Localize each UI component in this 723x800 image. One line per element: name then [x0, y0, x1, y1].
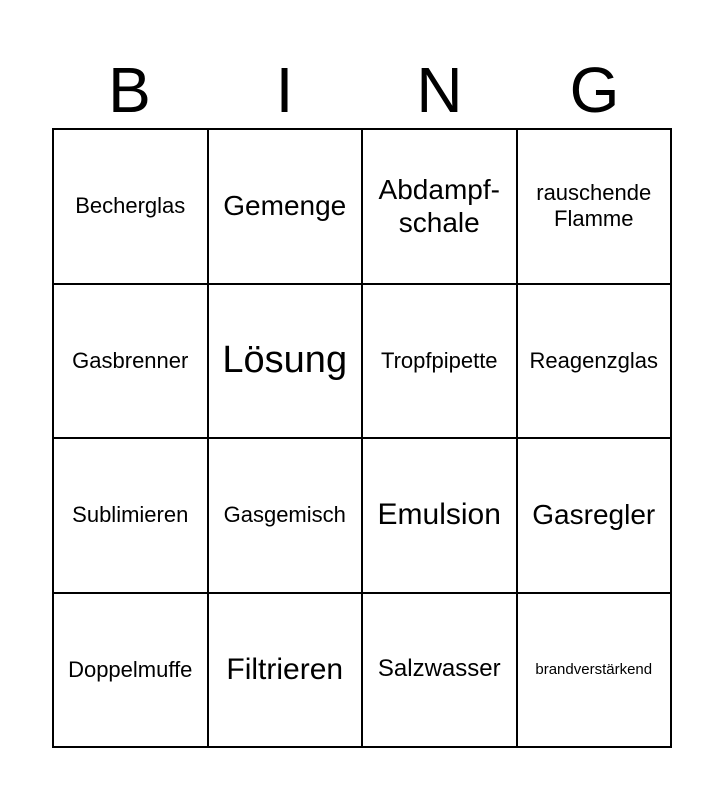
cell-label: Gasbrenner — [72, 347, 189, 373]
bingo-cell[interactable] — [517, 593, 672, 748]
cell-label: Gemenge — [223, 190, 347, 222]
bingo-cell[interactable] — [517, 284, 672, 439]
bingo-cell[interactable] — [53, 129, 208, 284]
bingo-cell[interactable] — [208, 284, 363, 439]
cell-label: Becherglas — [75, 193, 186, 219]
cell-label: Filtrieren — [226, 652, 344, 686]
bingo-cell[interactable] — [53, 438, 208, 593]
bingo-cell[interactable] — [208, 438, 363, 593]
cell-label: brandverstärkend — [535, 660, 653, 678]
bingo-cell[interactable] — [208, 129, 363, 284]
bingo-cell[interactable] — [362, 438, 517, 593]
bingo-cell[interactable] — [362, 129, 517, 284]
bingo-cell[interactable] — [208, 593, 363, 748]
cell-label: Emulsion — [377, 498, 501, 532]
cell-label: Salzwasser — [377, 655, 501, 683]
header-letter-i: I — [275, 54, 294, 126]
bingo-cell[interactable] — [53, 593, 208, 748]
bingo-cell[interactable] — [517, 129, 672, 284]
cell-label: Reagenzglas — [529, 347, 658, 373]
bingo-board — [52, 128, 672, 748]
cell-label: rauschende Flamme — [536, 179, 652, 232]
cell-label: Lösung — [222, 338, 348, 381]
bingo-cell[interactable] — [362, 284, 517, 439]
bingo-cell[interactable] — [53, 284, 208, 439]
cell-label: Tropfpipette — [380, 347, 498, 373]
header-letter-g: G — [569, 54, 620, 126]
header-letter-n: N — [416, 54, 463, 126]
bingo-cell[interactable] — [517, 438, 672, 593]
bingo-header — [52, 52, 672, 128]
bingo-cell[interactable] — [362, 593, 517, 748]
cell-label: Abdampf-schale — [378, 173, 500, 239]
cell-label: Sublimieren — [72, 502, 189, 528]
header-letter-b: B — [108, 54, 151, 126]
cell-label: Gasregler — [532, 499, 656, 531]
cell-label: Gasgemisch — [223, 502, 346, 528]
cell-label: Doppelmuffe — [68, 656, 193, 682]
